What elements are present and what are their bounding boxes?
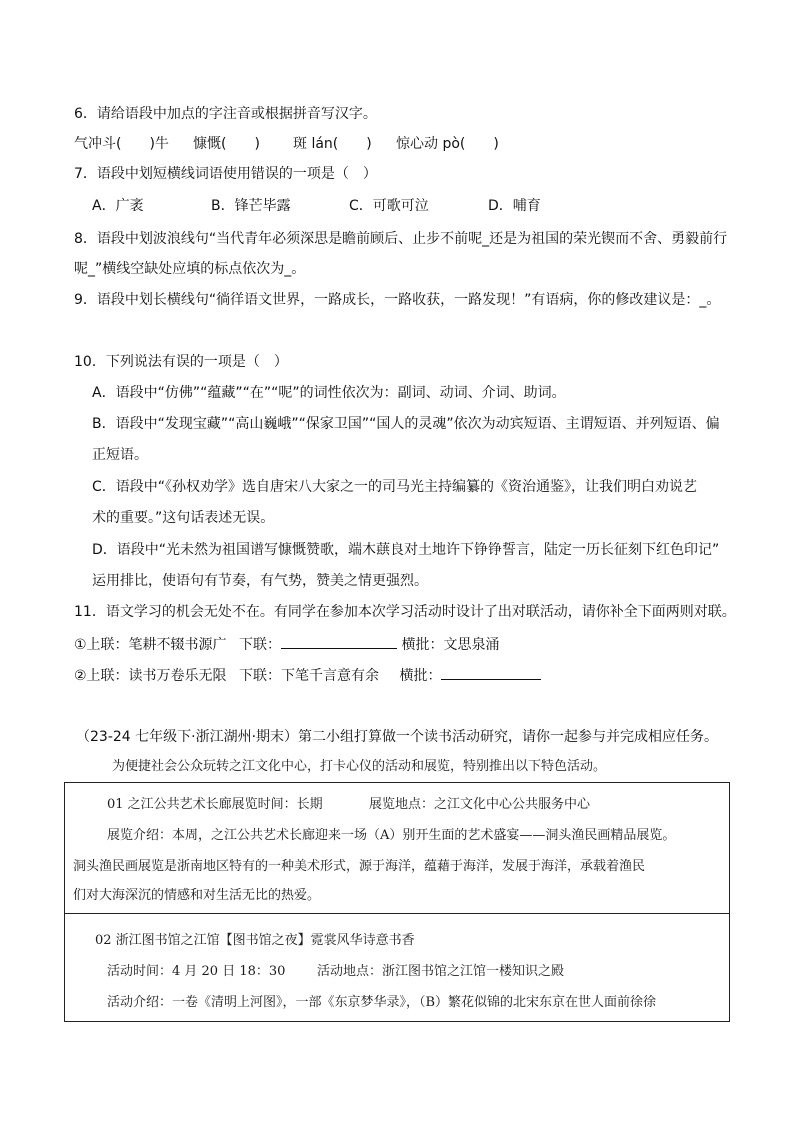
exhibit-1-intro-line-3: 们对大海深沉的情感和对生活无比的热爱。: [73, 888, 321, 903]
couplet-2-lower: 下联：下笔千言意有余: [239, 668, 380, 684]
q7-option-b: B．锋芒毕露: [211, 198, 291, 214]
exhibit-2-intro-line-1: 活动介绍：一卷《清明上河图》，一部《东京梦华录》，（B）繁花似锦的北宋东京在世人面前徐徐: [107, 995, 657, 1010]
q10-prompt: 10．下列说法有误的一项是（ ）: [74, 354, 288, 370]
section-intro: （23-24 七年级下·浙江湖州·期末）第二小组打算做一个读书活动研究，请你一起参与并完成相应任务。: [76, 729, 719, 745]
exhibit-1-location: 展览地点：之江文化中心公共服务中心: [369, 797, 591, 812]
q10-option-d-line-1: D．语段中“光未然为祖国谱写慷慨赞歌，端木蕻良对土地许下铮铮誓言，陆定一历长征刻下红色印记”: [92, 542, 720, 558]
q9-line-1: 9．语段中划长横线句“徜徉语文世界，一路成长，一路收获，一路发现！”有语病，你的修改建议是：_。: [74, 292, 721, 308]
q6-item-3: 斑 lán( ): [293, 136, 372, 152]
activity-box: [64, 782, 730, 1022]
q10-option-b-line-2: 正短语。: [92, 447, 148, 463]
exhibit-1-intro-line-1: 展览介绍：本周，之江公共艺术长廊迎来一场（A）别开生面的艺术盛宴——洞头渔民画精品展览。: [107, 828, 676, 843]
section-notice: 为便捷社会公众玩转之江文化中心，打卡心仪的活动和展览，特别推出以下特色活动。: [112, 759, 607, 774]
q11-couplet-2: [74, 664, 541, 686]
q6-item-4: 惊心动 pò( ): [396, 136, 499, 152]
q10-option-c-line-2: 术的重要。”这句话表述无误。: [92, 510, 275, 526]
couplet-1-horizontal: 横批：文思泉涌: [401, 637, 500, 653]
q7-option-a: A．广袤: [92, 198, 144, 214]
couplet-2-horizontal-blank: [441, 664, 541, 680]
q10-option-c-line-1: C．语段中“《孙权劝学》选自唐宋八大家之一的司马光主持编纂的《资治通鉴》，让我们明白劝说艺: [92, 479, 698, 495]
q7-option-c: C．可歌可泣: [349, 198, 429, 214]
couplet-1-lower-blank: [281, 633, 397, 649]
q11-couplet-1: [74, 633, 499, 655]
couplet-2-upper: ②上联：读书万卷乐无限: [74, 668, 227, 684]
q10-option-a: A．语段中“仿佛”“蕴藏”“在”“呢”的词性依次为：副词、动词、介词、助词。: [92, 385, 566, 401]
exhibit-2-title: 02 浙江图书馆之江馆【图书馆之夜】霓裳风华诗意书香: [95, 933, 415, 948]
couplet-1-upper: ①上联：笔耕不辍书源广: [74, 637, 227, 653]
q6-item-1: 气冲斗( )牛: [74, 136, 169, 152]
exhibit-1-title: 01 之江公共艺术长廊展览时间：长期: [107, 797, 323, 812]
q11-prompt: 11．语文学习的机会无处不在。有同学在参加本次学习活动时设计了出对联活动，请你补全下面两则对联。: [74, 604, 736, 620]
couplet-1-lower-label: 下联：: [239, 637, 282, 653]
box-divider: [65, 913, 729, 914]
couplet-2-horizontal-label: 横批：: [399, 668, 442, 684]
q10-option-d-line-2: 运用排比，使语句有节奏，有气势，赞美之情更强烈。: [92, 573, 428, 589]
q6-prompt: 6．请给语段中加点的字注音或根据拼音写汉字。: [74, 106, 377, 122]
q10-option-b-line-1: B．语段中“发现宝藏”“高山巍峨”“保家卫国”“国人的灵魂”依次为动宾短语、主谓短语、并列短语、偏: [92, 416, 720, 432]
exhibit-2-time: 活动时间：4 月 20 日 18：30: [107, 964, 286, 979]
exhibit-1-intro-line-2: 洞头渔民画展览是浙南地区特有的一种美术形式，源于海洋，蕴藉于海洋，发展于海洋，承载着渔民: [73, 859, 646, 874]
q8-line-2: 呢_”横线空缺处应填的标点依次为_。: [74, 261, 306, 277]
q7-option-d: D．哺育: [488, 198, 541, 214]
q7-prompt: 7．语段中划短横线词语使用错误的一项是（ ）: [74, 166, 377, 182]
q6-item-2: 慷慨( ): [193, 136, 260, 152]
exhibit-2-location: 活动地点：浙江图书馆之江馆一楼知识之殿: [317, 964, 565, 979]
q8-line-1: 8．语段中划波浪线句“当代青年必须深思是瞻前顾后、止步不前呢_还是为祖国的荣光锲而不舍、勇毅前行: [74, 231, 728, 247]
